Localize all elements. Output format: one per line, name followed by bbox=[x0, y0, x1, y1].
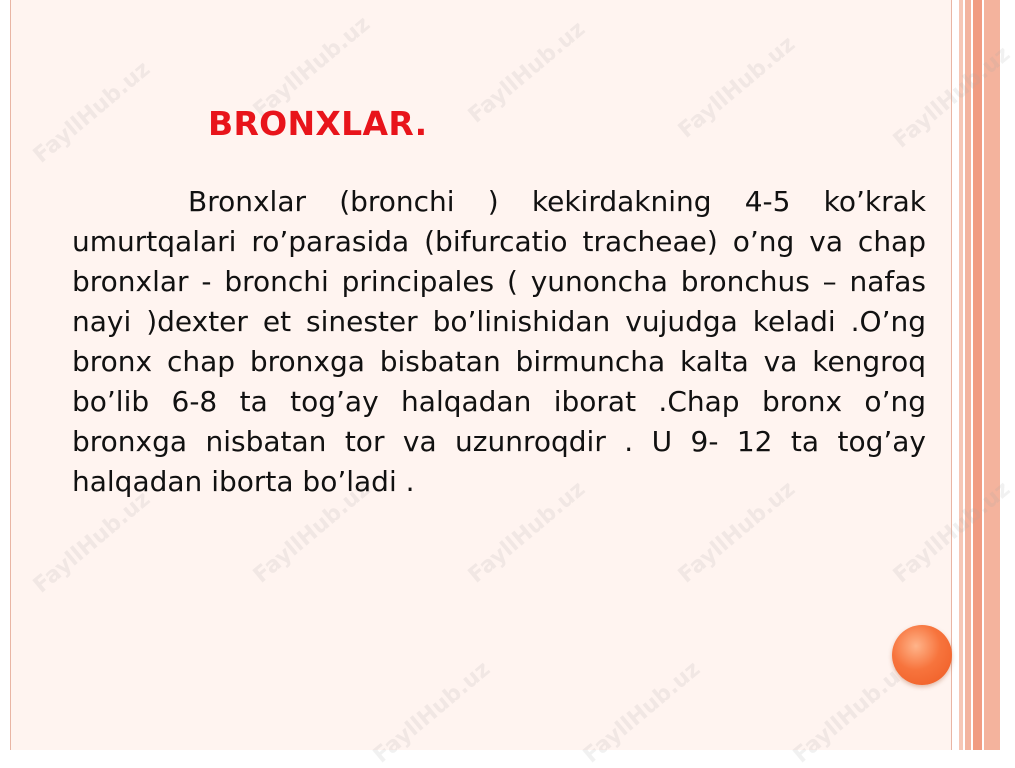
decorative-stripe bbox=[984, 0, 1000, 750]
slide-body-text: Bronxlar (bronchi ) kekirdakning 4-5 ko’krak umurtqalari ro’parasida (bifurcatio tracheae) o’ng va chap bronxlar - bronchi principales ( yunoncha bronchus – nafas nayi )dexter et sinester bo’linishidan vujudga keladi .O’ng bronx chap bronxga bisbatan birmuncha kalta va kengroq bo’lib 6-8 ta tog’ay halqadan iborat .Chap bronx o’ng bronxga nisbatan tor va uzunroqdir . U 9- 12 ta tog’ay halqadan iborta bo’ladi . bbox=[72, 185, 926, 498]
decorative-stripe bbox=[959, 0, 963, 750]
slide-title: BRONXLAR. bbox=[208, 104, 428, 143]
decorative-stripe bbox=[965, 0, 971, 750]
decorative-orb bbox=[892, 625, 952, 685]
decorative-stripe bbox=[973, 0, 982, 750]
